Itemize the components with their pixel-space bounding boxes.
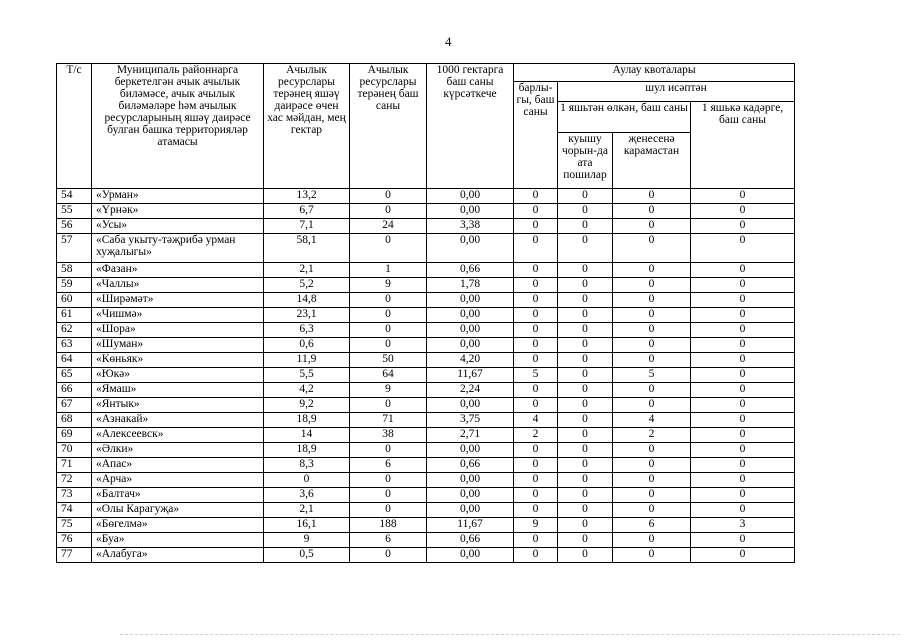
header-quota: Аулау квоталары xyxy=(514,64,795,82)
table-row xyxy=(57,473,795,488)
table-cell: 6 xyxy=(350,458,427,473)
table-cell: 1,78 xyxy=(427,278,514,293)
table-cell: 0 xyxy=(558,398,613,413)
table-cell: 3,75 xyxy=(427,413,514,428)
territory-name: «Алабуга» xyxy=(92,548,264,563)
territory-name: «Саба укыту-тәҗрибә урман хуҗалыгы» xyxy=(92,234,264,263)
row-number: 67 xyxy=(57,398,92,413)
territory-name: «Буа» xyxy=(92,533,264,548)
table-cell: 0,00 xyxy=(427,473,514,488)
table-cell: 0,66 xyxy=(427,533,514,548)
table-header xyxy=(57,64,795,189)
row-number: 71 xyxy=(57,458,92,473)
header-young: 1 яшькә кадәрге, баш саны xyxy=(691,102,795,189)
table-cell: 0 xyxy=(691,308,795,323)
row-number: 64 xyxy=(57,353,92,368)
row-number: 63 xyxy=(57,338,92,353)
table-cell: 0 xyxy=(350,189,427,204)
table-cell: 6 xyxy=(613,518,691,533)
table-cell: 0 xyxy=(350,443,427,458)
table-cell: 0 xyxy=(350,323,427,338)
table-cell: 0 xyxy=(558,293,613,308)
table-cell: 13,2 xyxy=(264,189,350,204)
territory-name: «Көньяк» xyxy=(92,353,264,368)
table-cell: 0 xyxy=(350,488,427,503)
territory-name: «Үрнәк» xyxy=(92,204,264,219)
table-cell: 0 xyxy=(558,219,613,234)
table-cell: 0 xyxy=(613,443,691,458)
table-cell: 188 xyxy=(350,518,427,533)
table-cell: 24 xyxy=(350,219,427,234)
table-cell: 0 xyxy=(558,518,613,533)
table-cell: 1 xyxy=(350,263,427,278)
table-cell: 0,00 xyxy=(427,548,514,563)
table-cell: 0 xyxy=(558,383,613,398)
table-cell: 0 xyxy=(558,458,613,473)
table-row xyxy=(57,308,795,323)
territory-name: «Усы» xyxy=(92,219,264,234)
table-cell: 0 xyxy=(558,323,613,338)
table-row xyxy=(57,383,795,398)
header-density: 1000 гектарга баш саны күрсәткече xyxy=(427,64,514,189)
table-row xyxy=(57,204,795,219)
table-cell: 0 xyxy=(558,204,613,219)
table-row xyxy=(57,323,795,338)
table-cell: 0 xyxy=(691,189,795,204)
territory-name: «Арча» xyxy=(92,473,264,488)
table-cell: 0 xyxy=(558,488,613,503)
table-cell: 0 xyxy=(613,338,691,353)
table-cell: 0,00 xyxy=(427,323,514,338)
table-cell: 0 xyxy=(613,293,691,308)
territory-name: «Шуман» xyxy=(92,338,264,353)
table-cell: 0 xyxy=(350,234,427,263)
table-cell: 11,9 xyxy=(264,353,350,368)
table-cell: 0 xyxy=(514,204,558,219)
table-row xyxy=(57,518,795,533)
table-cell: 0 xyxy=(613,278,691,293)
territory-name: «Чишмә» xyxy=(92,308,264,323)
territory-name: «Бөгелмә» xyxy=(92,518,264,533)
table-cell: 0 xyxy=(691,383,795,398)
table-cell: 0 xyxy=(514,458,558,473)
table-cell: 0 xyxy=(691,548,795,563)
territory-name: «Балтач» xyxy=(92,488,264,503)
table-cell: 0 xyxy=(514,548,558,563)
table-row xyxy=(57,488,795,503)
table-row xyxy=(57,234,795,263)
table-row xyxy=(57,503,795,518)
table-cell: 0 xyxy=(514,533,558,548)
row-number: 57 xyxy=(57,234,92,263)
table-cell: 0 xyxy=(350,338,427,353)
table-cell: 0 xyxy=(613,219,691,234)
table-cell: 0 xyxy=(613,548,691,563)
table-cell: 0,66 xyxy=(427,458,514,473)
table-row xyxy=(57,548,795,563)
table-cell: 23,1 xyxy=(264,308,350,323)
table-cell: 0 xyxy=(613,533,691,548)
table-cell: 0 xyxy=(613,204,691,219)
table-cell: 0 xyxy=(514,278,558,293)
header-nosex: җенесенә карамастан xyxy=(613,133,691,189)
table-cell: 2 xyxy=(514,428,558,443)
table-cell: 0 xyxy=(691,398,795,413)
quota-table xyxy=(56,63,795,563)
territory-name: «Янтык» xyxy=(92,398,264,413)
table-cell: 0 xyxy=(350,548,427,563)
table-cell: 0,00 xyxy=(427,488,514,503)
territory-name: «Чаллы» xyxy=(92,278,264,293)
row-number: 61 xyxy=(57,308,92,323)
table-cell: 0 xyxy=(691,204,795,219)
table-cell: 0 xyxy=(691,533,795,548)
table-cell: 4,2 xyxy=(264,383,350,398)
table-cell: 0 xyxy=(514,293,558,308)
table-cell: 64 xyxy=(350,368,427,383)
table-cell: 0 xyxy=(350,308,427,323)
table-cell: 9 xyxy=(264,533,350,548)
table-cell: 0 xyxy=(691,219,795,234)
table-cell: 3 xyxy=(691,518,795,533)
table-cell: 0 xyxy=(514,353,558,368)
table-cell: 6 xyxy=(350,533,427,548)
table-cell: 0 xyxy=(558,443,613,458)
table-cell: 5,2 xyxy=(264,278,350,293)
row-number: 66 xyxy=(57,383,92,398)
table-cell: 5 xyxy=(613,368,691,383)
table-cell: 0 xyxy=(350,503,427,518)
header-older: 1 яшьтән өлкән, баш саны xyxy=(558,102,691,133)
row-number: 72 xyxy=(57,473,92,488)
table-cell: 0,6 xyxy=(264,338,350,353)
table-cell: 0 xyxy=(691,323,795,338)
table-cell: 8,3 xyxy=(264,458,350,473)
table-cell: 0 xyxy=(514,503,558,518)
table-row xyxy=(57,293,795,308)
table-cell: 0 xyxy=(558,189,613,204)
table-cell: 2,71 xyxy=(427,428,514,443)
table-cell: 4,20 xyxy=(427,353,514,368)
territory-name: «Алексеевск» xyxy=(92,428,264,443)
row-number: 69 xyxy=(57,428,92,443)
table-row xyxy=(57,533,795,548)
table-cell: 0 xyxy=(350,473,427,488)
table-cell: 0 xyxy=(514,308,558,323)
territory-name: «Шора» xyxy=(92,323,264,338)
row-number: 58 xyxy=(57,263,92,278)
table-cell: 0,5 xyxy=(264,548,350,563)
table-cell: 0 xyxy=(514,383,558,398)
territory-name: «Юкә» xyxy=(92,368,264,383)
row-number: 59 xyxy=(57,278,92,293)
row-number: 76 xyxy=(57,533,92,548)
table-cell: 0 xyxy=(691,503,795,518)
table-cell: 11,67 xyxy=(427,518,514,533)
table-cell: 5 xyxy=(514,368,558,383)
table-cell: 0 xyxy=(558,308,613,323)
table-row xyxy=(57,413,795,428)
table-cell: 0 xyxy=(558,263,613,278)
table-row xyxy=(57,428,795,443)
header-males: куышу чорын-да ата пошилар xyxy=(558,133,613,189)
table-cell: 4 xyxy=(613,413,691,428)
table-cell: 0 xyxy=(691,428,795,443)
territory-name: «Олы Карагуҗа» xyxy=(92,503,264,518)
table-cell: 0 xyxy=(691,443,795,458)
table-cell: 6,3 xyxy=(264,323,350,338)
table-cell: 0 xyxy=(558,368,613,383)
row-number: 54 xyxy=(57,189,92,204)
table-cell: 0 xyxy=(613,503,691,518)
row-number: 56 xyxy=(57,219,92,234)
table-cell: 9,2 xyxy=(264,398,350,413)
table-cell: 2 xyxy=(613,428,691,443)
table-cell: 0 xyxy=(514,473,558,488)
territory-name: «Урман» xyxy=(92,189,264,204)
table-cell: 0 xyxy=(514,189,558,204)
table-cell: 0 xyxy=(558,503,613,518)
table-row xyxy=(57,338,795,353)
table-cell: 0 xyxy=(514,323,558,338)
table-cell: 0 xyxy=(613,488,691,503)
table-cell: 58,1 xyxy=(264,234,350,263)
territory-name: «Фазан» xyxy=(92,263,264,278)
row-number: 68 xyxy=(57,413,92,428)
table-cell: 0 xyxy=(558,428,613,443)
table-cell: 0 xyxy=(558,278,613,293)
table-cell: 0 xyxy=(691,413,795,428)
table-cell: 0 xyxy=(514,488,558,503)
table-cell: 2,24 xyxy=(427,383,514,398)
header-count: Ачылык ресурслары терәнең баш саны xyxy=(350,64,427,189)
table-cell: 9 xyxy=(350,278,427,293)
table-cell: 4 xyxy=(514,413,558,428)
table-cell: 0 xyxy=(514,219,558,234)
table-cell: 6,7 xyxy=(264,204,350,219)
table-cell: 0 xyxy=(558,234,613,263)
table-cell: 0 xyxy=(613,398,691,413)
page-number: 4 xyxy=(445,34,452,49)
table-cell: 0 xyxy=(613,189,691,204)
table-cell: 38 xyxy=(350,428,427,443)
table-cell: 0 xyxy=(514,443,558,458)
table-row xyxy=(57,443,795,458)
table-cell: 14,8 xyxy=(264,293,350,308)
row-number: 77 xyxy=(57,548,92,563)
header-total: барлы-гы, баш саны xyxy=(514,82,558,189)
table-cell: 0 xyxy=(514,398,558,413)
table-cell: 3,38 xyxy=(427,219,514,234)
table-cell: 0 xyxy=(691,234,795,263)
bottom-divider xyxy=(120,634,900,635)
table-row xyxy=(57,368,795,383)
table-row xyxy=(57,398,795,413)
table-cell: 0 xyxy=(691,368,795,383)
table-cell: 0 xyxy=(613,353,691,368)
table-cell: 0,66 xyxy=(427,263,514,278)
table-cell: 0 xyxy=(264,473,350,488)
table-row xyxy=(57,189,795,204)
table-body xyxy=(57,189,795,563)
header-no: Т/с xyxy=(57,64,92,189)
table-cell: 0 xyxy=(691,278,795,293)
table-cell: 0,00 xyxy=(427,443,514,458)
table-cell: 16,1 xyxy=(264,518,350,533)
table-cell: 0 xyxy=(613,323,691,338)
table-cell: 0 xyxy=(558,473,613,488)
table-cell: 0 xyxy=(613,263,691,278)
table-row xyxy=(57,219,795,234)
row-number: 62 xyxy=(57,323,92,338)
table-cell: 11,67 xyxy=(427,368,514,383)
row-number: 70 xyxy=(57,443,92,458)
table-row xyxy=(57,278,795,293)
table-cell: 0,00 xyxy=(427,234,514,263)
table-cell: 0,00 xyxy=(427,308,514,323)
table-cell: 0,00 xyxy=(427,293,514,308)
table-row xyxy=(57,458,795,473)
table-cell: 5,5 xyxy=(264,368,350,383)
table-cell: 0,00 xyxy=(427,189,514,204)
table-cell: 0,00 xyxy=(427,398,514,413)
table-cell: 0 xyxy=(558,338,613,353)
table-cell: 0 xyxy=(691,263,795,278)
table-cell: 71 xyxy=(350,413,427,428)
row-number: 65 xyxy=(57,368,92,383)
table-cell: 7,1 xyxy=(264,219,350,234)
table-cell: 0 xyxy=(350,398,427,413)
table-cell: 0,00 xyxy=(427,503,514,518)
table-cell: 2,1 xyxy=(264,263,350,278)
table-cell: 0 xyxy=(613,383,691,398)
table-cell: 14 xyxy=(264,428,350,443)
table-cell: 0,00 xyxy=(427,204,514,219)
table-cell: 0 xyxy=(514,263,558,278)
table-cell: 18,9 xyxy=(264,443,350,458)
table-cell: 0 xyxy=(691,458,795,473)
header-area: Ачылык ресурслары терәнең яшәү даирәсе өчен хас мәйдан, мең гектар xyxy=(264,64,350,189)
table-cell: 50 xyxy=(350,353,427,368)
territory-name: «Ширәмәт» xyxy=(92,293,264,308)
row-number: 75 xyxy=(57,518,92,533)
table-cell: 0 xyxy=(558,413,613,428)
territory-name: «Ямаш» xyxy=(92,383,264,398)
table-cell: 0 xyxy=(558,353,613,368)
table-cell: 0 xyxy=(691,473,795,488)
territory-name: «Әлки» xyxy=(92,443,264,458)
header-including: шул исәптән xyxy=(558,82,795,102)
row-number: 60 xyxy=(57,293,92,308)
table-cell: 9 xyxy=(350,383,427,398)
row-number: 55 xyxy=(57,204,92,219)
table-cell: 0 xyxy=(514,234,558,263)
row-number: 73 xyxy=(57,488,92,503)
table-cell: 0 xyxy=(613,473,691,488)
row-number: 74 xyxy=(57,503,92,518)
table-cell: 0 xyxy=(691,488,795,503)
territory-name: «Азнакай» xyxy=(92,413,264,428)
table-cell: 2,1 xyxy=(264,503,350,518)
table-cell: 0,00 xyxy=(427,338,514,353)
table-cell: 3,6 xyxy=(264,488,350,503)
table-cell: 0 xyxy=(350,204,427,219)
table-cell: 0 xyxy=(691,293,795,308)
table-cell: 0 xyxy=(350,293,427,308)
table-row xyxy=(57,353,795,368)
table-cell: 0 xyxy=(691,338,795,353)
table-row xyxy=(57,263,795,278)
table-cell: 18,9 xyxy=(264,413,350,428)
table-cell: 0 xyxy=(558,533,613,548)
header-name: Муниципаль районнарга беркетелгән ачык ачылык биләмәсе, ачык ачылык биләмәләре һәм ачылык ресурсларының яшәү даирәсе булган башка территорияләр атамасы xyxy=(92,64,264,189)
table-cell: 0 xyxy=(613,308,691,323)
table-cell: 9 xyxy=(514,518,558,533)
territory-name: «Апас» xyxy=(92,458,264,473)
table-cell: 0 xyxy=(691,353,795,368)
table-cell: 0 xyxy=(514,338,558,353)
table-cell: 0 xyxy=(558,548,613,563)
table-cell: 0 xyxy=(613,234,691,263)
table-cell: 0 xyxy=(613,458,691,473)
